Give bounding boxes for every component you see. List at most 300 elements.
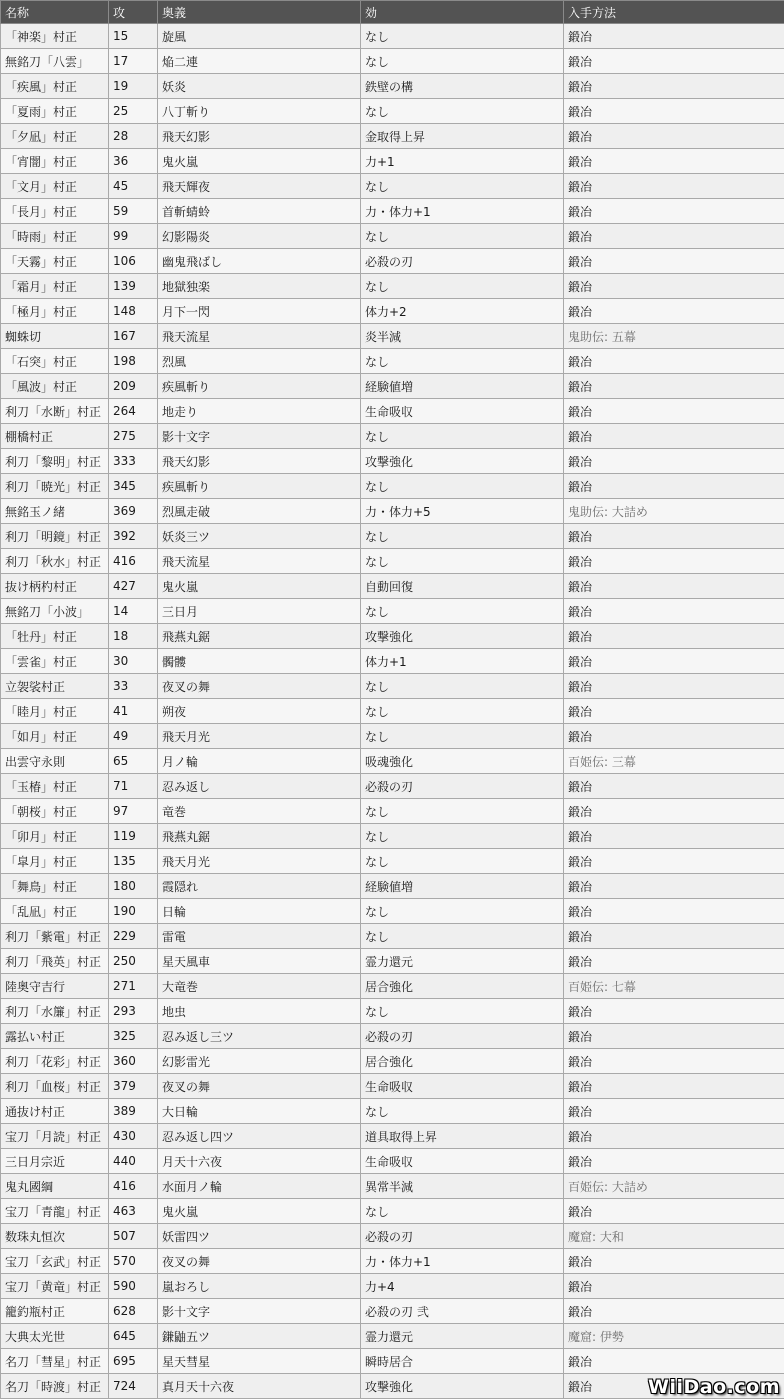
effect-cell: なし bbox=[361, 674, 564, 699]
attack-cell: 229 bbox=[109, 924, 158, 949]
table-row bbox=[1, 449, 784, 474]
technique-cell: 霞隠れ bbox=[158, 874, 361, 899]
table-row bbox=[1, 1274, 784, 1299]
technique-cell: 夜叉の舞 bbox=[158, 674, 361, 699]
table-row bbox=[1, 649, 784, 674]
attack-cell: 507 bbox=[109, 1224, 158, 1249]
header-effect: 効 bbox=[361, 1, 564, 24]
technique-cell: 日輪 bbox=[158, 899, 361, 924]
name-cell: 利刀「水簾」村正 bbox=[1, 999, 109, 1024]
table-row bbox=[1, 874, 784, 899]
acquisition-cell: 鍛冶 bbox=[564, 224, 784, 249]
technique-cell: 大日輪 bbox=[158, 1099, 361, 1124]
table-row bbox=[1, 399, 784, 424]
acquisition-cell: 鍛冶 bbox=[564, 1374, 784, 1399]
technique-cell: 飛天幻影 bbox=[158, 124, 361, 149]
technique-cell: 首斬蜻蛉 bbox=[158, 199, 361, 224]
table-row bbox=[1, 574, 784, 599]
acquisition-cell: 鍛冶 bbox=[564, 649, 784, 674]
technique-cell: 幻影雷光 bbox=[158, 1049, 361, 1074]
name-cell: 利刀「血桜」村正 bbox=[1, 1074, 109, 1099]
table-row bbox=[1, 849, 784, 874]
acquisition-cell: 鍛冶 bbox=[564, 174, 784, 199]
technique-cell: 忍み返し三ツ bbox=[158, 1024, 361, 1049]
name-cell: 「玉椿」村正 bbox=[1, 774, 109, 799]
attack-cell: 148 bbox=[109, 299, 158, 324]
technique-cell: 影十文字 bbox=[158, 424, 361, 449]
name-cell: 「天霧」村正 bbox=[1, 249, 109, 274]
acquisition-cell: 鍛冶 bbox=[564, 624, 784, 649]
attack-cell: 97 bbox=[109, 799, 158, 824]
acquisition-cell: 鍛冶 bbox=[564, 124, 784, 149]
acquisition-cell: 鍛冶 bbox=[564, 774, 784, 799]
attack-cell: 430 bbox=[109, 1124, 158, 1149]
table-row bbox=[1, 324, 784, 349]
table-row bbox=[1, 599, 784, 624]
attack-cell: 392 bbox=[109, 524, 158, 549]
attack-cell: 645 bbox=[109, 1324, 158, 1349]
table-row bbox=[1, 624, 784, 649]
effect-cell: なし bbox=[361, 699, 564, 724]
effect-cell: 攻撃強化 bbox=[361, 449, 564, 474]
name-cell: 棚橋村正 bbox=[1, 424, 109, 449]
table-row bbox=[1, 974, 784, 999]
effect-cell: なし bbox=[361, 1099, 564, 1124]
acquisition-cell: 鍛冶 bbox=[564, 249, 784, 274]
effect-cell: 必殺の刃 bbox=[361, 774, 564, 799]
table-row bbox=[1, 899, 784, 924]
effect-cell: なし bbox=[361, 724, 564, 749]
attack-cell: 628 bbox=[109, 1299, 158, 1324]
effect-cell: 異常半減 bbox=[361, 1174, 564, 1199]
effect-cell: 炎半減 bbox=[361, 324, 564, 349]
name-cell: 宝刀「月読」村正 bbox=[1, 1124, 109, 1149]
attack-cell: 333 bbox=[109, 449, 158, 474]
name-cell: 利刀「紫電」村正 bbox=[1, 924, 109, 949]
attack-cell: 293 bbox=[109, 999, 158, 1024]
technique-cell: 疾風斬り bbox=[158, 474, 361, 499]
effect-cell: 金取得上昇 bbox=[361, 124, 564, 149]
attack-cell: 119 bbox=[109, 824, 158, 849]
attack-cell: 427 bbox=[109, 574, 158, 599]
attack-cell: 25 bbox=[109, 99, 158, 124]
name-cell: 「乱凪」村正 bbox=[1, 899, 109, 924]
name-cell: 「牡丹」村正 bbox=[1, 624, 109, 649]
name-cell: 利刀「花彩」村正 bbox=[1, 1049, 109, 1074]
effect-cell: 霊力還元 bbox=[361, 1324, 564, 1349]
technique-cell: 夜叉の舞 bbox=[158, 1249, 361, 1274]
technique-cell: 月下一閃 bbox=[158, 299, 361, 324]
effect-cell: 力・体力+1 bbox=[361, 199, 564, 224]
acquisition-cell: 鍛冶 bbox=[564, 1299, 784, 1324]
table-row bbox=[1, 1299, 784, 1324]
attack-cell: 416 bbox=[109, 549, 158, 574]
effect-cell: なし bbox=[361, 24, 564, 49]
table-row bbox=[1, 124, 784, 149]
effect-cell: 居合強化 bbox=[361, 974, 564, 999]
technique-cell: 地走り bbox=[158, 399, 361, 424]
table-row bbox=[1, 749, 784, 774]
acquisition-cell: 鍛冶 bbox=[564, 949, 784, 974]
acquisition-cell: 鬼助伝: 五幕 bbox=[564, 324, 784, 349]
technique-cell: 疾風斬り bbox=[158, 374, 361, 399]
header-technique: 奥義 bbox=[158, 1, 361, 24]
name-cell: 抜け柄杓村正 bbox=[1, 574, 109, 599]
name-cell: 「夕凪」村正 bbox=[1, 124, 109, 149]
effect-cell: なし bbox=[361, 599, 564, 624]
acquisition-cell: 百姫伝: 七幕 bbox=[564, 974, 784, 999]
acquisition-cell: 鍛冶 bbox=[564, 1349, 784, 1374]
name-cell: 宝刀「玄武」村正 bbox=[1, 1249, 109, 1274]
name-cell: 「時雨」村正 bbox=[1, 224, 109, 249]
acquisition-cell: 鍛冶 bbox=[564, 574, 784, 599]
effect-cell: なし bbox=[361, 349, 564, 374]
acquisition-cell: 鍛冶 bbox=[564, 849, 784, 874]
acquisition-cell: 鍛冶 bbox=[564, 674, 784, 699]
name-cell: 数珠丸恒次 bbox=[1, 1224, 109, 1249]
effect-cell: 経験値増 bbox=[361, 874, 564, 899]
name-cell: 無銘刀「小波」 bbox=[1, 599, 109, 624]
technique-cell: 飛天月光 bbox=[158, 849, 361, 874]
technique-cell: 八丁斬り bbox=[158, 99, 361, 124]
effect-cell: 力・体力+1 bbox=[361, 1249, 564, 1274]
acquisition-cell: 鍛冶 bbox=[564, 349, 784, 374]
watermark: WiiDao.com bbox=[648, 1376, 780, 1398]
effect-cell: 力+1 bbox=[361, 149, 564, 174]
acquisition-cell: 鍛冶 bbox=[564, 149, 784, 174]
table-row bbox=[1, 249, 784, 274]
acquisition-cell: 鍛冶 bbox=[564, 449, 784, 474]
table-row bbox=[1, 1074, 784, 1099]
attack-cell: 345 bbox=[109, 474, 158, 499]
attack-cell: 369 bbox=[109, 499, 158, 524]
effect-cell: 吸魂強化 bbox=[361, 749, 564, 774]
technique-cell: 髑髏 bbox=[158, 649, 361, 674]
name-cell: 「神楽」村正 bbox=[1, 24, 109, 49]
technique-cell: 飛天流星 bbox=[158, 324, 361, 349]
technique-cell: 星天風車 bbox=[158, 949, 361, 974]
acquisition-cell: 鍛冶 bbox=[564, 1049, 784, 1074]
header-row bbox=[1, 1, 784, 24]
effect-cell: なし bbox=[361, 999, 564, 1024]
table-row bbox=[1, 499, 784, 524]
acquisition-cell: 鍛冶 bbox=[564, 699, 784, 724]
table-row bbox=[1, 1199, 784, 1224]
acquisition-cell: 鍛冶 bbox=[564, 899, 784, 924]
name-cell: 出雲守永則 bbox=[1, 749, 109, 774]
table-row bbox=[1, 424, 784, 449]
technique-cell: 星天彗星 bbox=[158, 1349, 361, 1374]
table-row bbox=[1, 724, 784, 749]
technique-cell: 鬼火嵐 bbox=[158, 1199, 361, 1224]
attack-cell: 33 bbox=[109, 674, 158, 699]
name-cell: 無銘玉ノ緒 bbox=[1, 499, 109, 524]
header-name: 名称 bbox=[1, 1, 109, 24]
acquisition-cell: 鍛冶 bbox=[564, 24, 784, 49]
effect-cell: なし bbox=[361, 274, 564, 299]
attack-cell: 389 bbox=[109, 1099, 158, 1124]
technique-cell: 焔二連 bbox=[158, 49, 361, 74]
attack-cell: 167 bbox=[109, 324, 158, 349]
effect-cell: 経験値増 bbox=[361, 374, 564, 399]
table-row bbox=[1, 524, 784, 549]
effect-cell: 居合強化 bbox=[361, 1049, 564, 1074]
attack-cell: 106 bbox=[109, 249, 158, 274]
effect-cell: なし bbox=[361, 174, 564, 199]
technique-cell: 真月天十六夜 bbox=[158, 1374, 361, 1399]
table-row bbox=[1, 1349, 784, 1374]
header-attack: 攻 bbox=[109, 1, 158, 24]
technique-cell: 水面月ノ輪 bbox=[158, 1174, 361, 1199]
name-cell: 「文月」村正 bbox=[1, 174, 109, 199]
effect-cell: なし bbox=[361, 924, 564, 949]
attack-cell: 209 bbox=[109, 374, 158, 399]
technique-cell: 幽鬼飛ばし bbox=[158, 249, 361, 274]
acquisition-cell: 鍛冶 bbox=[564, 999, 784, 1024]
attack-cell: 28 bbox=[109, 124, 158, 149]
effect-cell: なし bbox=[361, 899, 564, 924]
technique-cell: 鎌鼬五ツ bbox=[158, 1324, 361, 1349]
name-cell: 「皐月」村正 bbox=[1, 849, 109, 874]
table-row bbox=[1, 199, 784, 224]
name-cell: 「長月」村正 bbox=[1, 199, 109, 224]
technique-cell: 竜巻 bbox=[158, 799, 361, 824]
technique-cell: 影十文字 bbox=[158, 1299, 361, 1324]
name-cell: 陸奥守吉行 bbox=[1, 974, 109, 999]
acquisition-cell: 鍛冶 bbox=[564, 1274, 784, 1299]
name-cell: 「雲雀」村正 bbox=[1, 649, 109, 674]
acquisition-cell: 百姫伝: 大詰め bbox=[564, 1174, 784, 1199]
name-cell: 利刀「水断」村正 bbox=[1, 399, 109, 424]
acquisition-cell: 鍛冶 bbox=[564, 599, 784, 624]
effect-cell: なし bbox=[361, 474, 564, 499]
attack-cell: 49 bbox=[109, 724, 158, 749]
name-cell: 無銘刀「八雲」 bbox=[1, 49, 109, 74]
table-row bbox=[1, 1124, 784, 1149]
acquisition-cell: 鍛冶 bbox=[564, 874, 784, 899]
attack-cell: 59 bbox=[109, 199, 158, 224]
table-row bbox=[1, 1099, 784, 1124]
technique-cell: 飛天幻影 bbox=[158, 449, 361, 474]
technique-cell: 夜叉の舞 bbox=[158, 1074, 361, 1099]
attack-cell: 180 bbox=[109, 874, 158, 899]
technique-cell: 大竜巻 bbox=[158, 974, 361, 999]
effect-cell: 体力+1 bbox=[361, 649, 564, 674]
header-acquisition: 入手方法 bbox=[564, 1, 784, 24]
technique-cell: 月天十六夜 bbox=[158, 1149, 361, 1174]
effect-cell: 霊力還元 bbox=[361, 949, 564, 974]
table-row bbox=[1, 474, 784, 499]
acquisition-cell: 鍛冶 bbox=[564, 374, 784, 399]
acquisition-cell: 鍛冶 bbox=[564, 1124, 784, 1149]
effect-cell: なし bbox=[361, 424, 564, 449]
attack-cell: 14 bbox=[109, 599, 158, 624]
technique-cell: 妖炎三ツ bbox=[158, 524, 361, 549]
attack-cell: 30 bbox=[109, 649, 158, 674]
attack-cell: 570 bbox=[109, 1249, 158, 1274]
table-row bbox=[1, 99, 784, 124]
attack-cell: 264 bbox=[109, 399, 158, 424]
acquisition-cell: 鍛冶 bbox=[564, 1149, 784, 1174]
acquisition-cell: 鍛冶 bbox=[564, 274, 784, 299]
attack-cell: 463 bbox=[109, 1199, 158, 1224]
technique-cell: 飛天月光 bbox=[158, 724, 361, 749]
acquisition-cell: 鍛冶 bbox=[564, 399, 784, 424]
acquisition-cell: 鍛冶 bbox=[564, 549, 784, 574]
table-row bbox=[1, 224, 784, 249]
effect-cell: 瞬時居合 bbox=[361, 1349, 564, 1374]
effect-cell: 攻撃強化 bbox=[361, 1374, 564, 1399]
table-row bbox=[1, 674, 784, 699]
technique-cell: 烈風 bbox=[158, 349, 361, 374]
technique-cell: 妖炎 bbox=[158, 74, 361, 99]
effect-cell: 生命吸収 bbox=[361, 1149, 564, 1174]
attack-cell: 590 bbox=[109, 1274, 158, 1299]
effect-cell: 攻撃強化 bbox=[361, 624, 564, 649]
technique-cell: 鬼火嵐 bbox=[158, 149, 361, 174]
table-row bbox=[1, 824, 784, 849]
technique-cell: 旋風 bbox=[158, 24, 361, 49]
technique-cell: 飛天輝夜 bbox=[158, 174, 361, 199]
effect-cell: なし bbox=[361, 799, 564, 824]
name-cell: 大典太光世 bbox=[1, 1324, 109, 1349]
effect-cell: 必殺の刃 bbox=[361, 249, 564, 274]
acquisition-cell: 鍛冶 bbox=[564, 724, 784, 749]
effect-cell: 鉄壁の構 bbox=[361, 74, 564, 99]
acquisition-cell: 鍛冶 bbox=[564, 524, 784, 549]
technique-cell: 地獄独楽 bbox=[158, 274, 361, 299]
effect-cell: 生命吸収 bbox=[361, 399, 564, 424]
technique-cell: 忍み返し四ツ bbox=[158, 1124, 361, 1149]
acquisition-cell: 鬼助伝: 大詰め bbox=[564, 499, 784, 524]
name-cell: 「朝桜」村正 bbox=[1, 799, 109, 824]
attack-cell: 36 bbox=[109, 149, 158, 174]
technique-cell: 烈風走破 bbox=[158, 499, 361, 524]
attack-cell: 135 bbox=[109, 849, 158, 874]
name-cell: 利刀「秋水」村正 bbox=[1, 549, 109, 574]
technique-cell: 朔夜 bbox=[158, 699, 361, 724]
acquisition-cell: 鍛冶 bbox=[564, 99, 784, 124]
acquisition-cell: 魔窟: 伊勢 bbox=[564, 1324, 784, 1349]
name-cell: 「睦月」村正 bbox=[1, 699, 109, 724]
table-row bbox=[1, 174, 784, 199]
acquisition-cell: 鍛冶 bbox=[564, 199, 784, 224]
acquisition-cell: 鍛冶 bbox=[564, 1199, 784, 1224]
acquisition-cell: 鍛冶 bbox=[564, 424, 784, 449]
table-row bbox=[1, 349, 784, 374]
table-row bbox=[1, 1324, 784, 1349]
name-cell: 「石突」村正 bbox=[1, 349, 109, 374]
attack-cell: 15 bbox=[109, 24, 158, 49]
technique-cell: 嵐おろし bbox=[158, 1274, 361, 1299]
name-cell: 「疾風」村正 bbox=[1, 74, 109, 99]
technique-cell: 飛燕丸鋸 bbox=[158, 824, 361, 849]
attack-cell: 360 bbox=[109, 1049, 158, 1074]
name-cell: 「舞鳥」村正 bbox=[1, 874, 109, 899]
table-row bbox=[1, 949, 784, 974]
technique-cell: 三日月 bbox=[158, 599, 361, 624]
effect-cell: 必殺の刃 bbox=[361, 1224, 564, 1249]
attack-cell: 71 bbox=[109, 774, 158, 799]
table-row bbox=[1, 1174, 784, 1199]
name-cell: 利刀「飛英」村正 bbox=[1, 949, 109, 974]
technique-cell: 妖雷四ツ bbox=[158, 1224, 361, 1249]
effect-cell: 力・体力+5 bbox=[361, 499, 564, 524]
effect-cell: 力+4 bbox=[361, 1274, 564, 1299]
technique-cell: 雷電 bbox=[158, 924, 361, 949]
attack-cell: 139 bbox=[109, 274, 158, 299]
name-cell: 利刀「黎明」村正 bbox=[1, 449, 109, 474]
name-cell: 宝刀「黄竜」村正 bbox=[1, 1274, 109, 1299]
attack-cell: 198 bbox=[109, 349, 158, 374]
effect-cell: 必殺の刃 弐 bbox=[361, 1299, 564, 1324]
attack-cell: 99 bbox=[109, 224, 158, 249]
acquisition-cell: 魔窟: 大和 bbox=[564, 1224, 784, 1249]
name-cell: 名刀「時渡」村正 bbox=[1, 1374, 109, 1399]
acquisition-cell: 鍛冶 bbox=[564, 1249, 784, 1274]
name-cell: 「宵闇」村正 bbox=[1, 149, 109, 174]
table-row bbox=[1, 1024, 784, 1049]
technique-cell: 幻影陽炎 bbox=[158, 224, 361, 249]
table-row bbox=[1, 49, 784, 74]
name-cell: 露払い村正 bbox=[1, 1024, 109, 1049]
table-row bbox=[1, 1149, 784, 1174]
attack-cell: 271 bbox=[109, 974, 158, 999]
effect-cell: なし bbox=[361, 549, 564, 574]
acquisition-cell: 鍛冶 bbox=[564, 74, 784, 99]
name-cell: 「如月」村正 bbox=[1, 724, 109, 749]
table-row bbox=[1, 924, 784, 949]
name-cell: 名刀「彗星」村正 bbox=[1, 1349, 109, 1374]
technique-cell: 鬼火嵐 bbox=[158, 574, 361, 599]
name-cell: 「霜月」村正 bbox=[1, 274, 109, 299]
attack-cell: 45 bbox=[109, 174, 158, 199]
acquisition-cell: 鍛冶 bbox=[564, 1099, 784, 1124]
effect-cell: なし bbox=[361, 224, 564, 249]
effect-cell: 体力+2 bbox=[361, 299, 564, 324]
table-row bbox=[1, 1249, 784, 1274]
name-cell: 利刀「暁光」村正 bbox=[1, 474, 109, 499]
attack-cell: 19 bbox=[109, 74, 158, 99]
acquisition-cell: 鍛冶 bbox=[564, 799, 784, 824]
table-row bbox=[1, 549, 784, 574]
attack-cell: 379 bbox=[109, 1074, 158, 1099]
attack-cell: 695 bbox=[109, 1349, 158, 1374]
technique-cell: 飛天流星 bbox=[158, 549, 361, 574]
attack-cell: 190 bbox=[109, 899, 158, 924]
technique-cell: 月ノ輪 bbox=[158, 749, 361, 774]
acquisition-cell: 鍛冶 bbox=[564, 1024, 784, 1049]
name-cell: 鬼丸國綱 bbox=[1, 1174, 109, 1199]
effect-cell: 自動回復 bbox=[361, 574, 564, 599]
table-row bbox=[1, 1049, 784, 1074]
technique-cell: 忍み返し bbox=[158, 774, 361, 799]
attack-cell: 250 bbox=[109, 949, 158, 974]
acquisition-cell: 鍛冶 bbox=[564, 824, 784, 849]
acquisition-cell: 鍛冶 bbox=[564, 299, 784, 324]
effect-cell: 道具取得上昇 bbox=[361, 1124, 564, 1149]
name-cell: 宝刀「青龍」村正 bbox=[1, 1199, 109, 1224]
attack-cell: 17 bbox=[109, 49, 158, 74]
attack-cell: 275 bbox=[109, 424, 158, 449]
technique-cell: 飛燕丸鋸 bbox=[158, 624, 361, 649]
effect-cell: なし bbox=[361, 849, 564, 874]
table-row bbox=[1, 1224, 784, 1249]
effect-cell: なし bbox=[361, 524, 564, 549]
name-cell: 「卯月」村正 bbox=[1, 824, 109, 849]
table-row bbox=[1, 774, 784, 799]
name-cell: 「風波」村正 bbox=[1, 374, 109, 399]
